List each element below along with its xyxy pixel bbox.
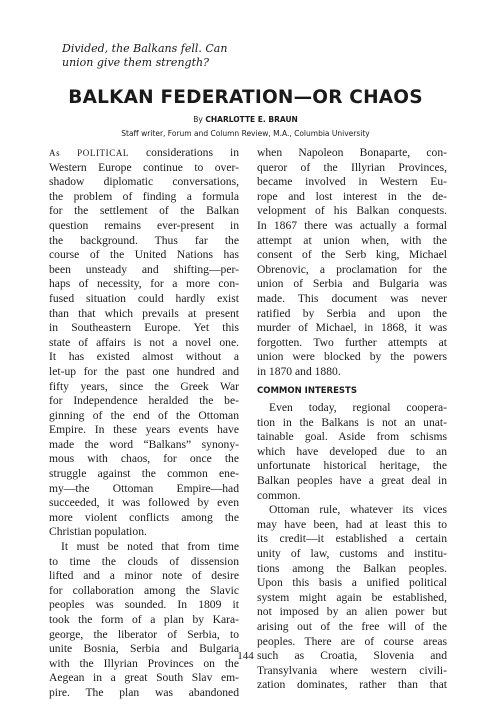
text-line: succeeded, it was followed by even <box>49 496 239 510</box>
text-line: for Independence heralded the be- <box>49 394 239 408</box>
text-line: velopment of his Balkan conquests. <box>257 204 447 218</box>
text-line: in 1870 and 1880. <box>257 364 341 378</box>
text-line: attempt at union when, with the <box>257 233 447 247</box>
text-line: haps of necessity, for a more con- <box>49 277 239 291</box>
text-line: queror of the Illyrian Provinces, <box>257 160 447 174</box>
text-line: when Napoleon Bonaparte, con- <box>257 146 447 159</box>
text-line: peoples. There are of course areas <box>257 634 447 648</box>
text-line: mous with chaos, for once the <box>49 452 239 466</box>
text-line: unfortunate historical heritage, the <box>257 459 447 473</box>
text-line: for collaboration among the Slavic <box>49 583 239 597</box>
text-line: with the Illyrian Provinces on the <box>49 656 239 670</box>
text-line: question remains ever-present in <box>49 218 239 232</box>
text-line: than that which prevails at present <box>49 306 239 320</box>
text-line: arising out of the free will of the <box>257 620 447 633</box>
text-line: Transylvania where western civili- <box>257 663 447 677</box>
text-line: made. This document was never <box>257 291 447 305</box>
text-line: common. <box>257 488 301 502</box>
lead-in-rest: considerations in <box>146 146 239 159</box>
text-line: It has existed almost without a <box>49 350 239 364</box>
text-line: ratified by Serbia and upon the <box>257 306 447 320</box>
text-line: course of the United Nations has <box>49 248 239 262</box>
text-line: let-up for the past one hundred and <box>49 364 239 378</box>
kicker <box>62 42 312 70</box>
text-line: for the settlement of the Balkan <box>49 204 239 218</box>
text-line: its credit—it established a certain <box>257 532 447 546</box>
text-line: Empire. In these years events have <box>49 423 239 437</box>
kicker-line: union give them strength? <box>62 56 209 69</box>
text-line: fused situation could hardly exist <box>49 291 239 305</box>
text-line: my—the Ottoman Empire—had <box>49 481 239 495</box>
text-line: which have developed due to an <box>257 444 447 458</box>
text-line: It must be noted that from time <box>61 540 239 554</box>
text-line: union were blocked by the powers <box>257 350 447 364</box>
text-line: state of affairs is not a novel one. <box>49 335 239 349</box>
text-line: union of Serbia and Bulgaria was <box>257 277 447 291</box>
text-line <box>49 146 239 161</box>
text-line: the background. Thus far the <box>49 233 239 247</box>
text-line: system might again be established, <box>257 590 447 604</box>
text-line: forgotten. Two further attempts at <box>257 335 447 349</box>
text-line: Ottoman rule, whatever its vices <box>269 503 447 517</box>
text-line: Balkan peoples have a great deal in <box>257 474 447 488</box>
text-line: to time the clouds of dissension <box>49 554 239 568</box>
text-line: tainable goal. Aside from schisms <box>257 430 447 444</box>
lead-in-smallcaps: As POLITICAL <box>49 148 130 158</box>
byline <box>0 115 491 124</box>
section-heading: COMMON INTERESTS <box>257 385 357 396</box>
text-line: Aegean in a great South Slav em- <box>49 671 239 685</box>
kicker-line: Divided, the Balkans fell. Can <box>62 42 228 55</box>
text-line: Western Europe continue to over- <box>49 160 239 174</box>
text-line: george, the liberator of Serbia, to <box>49 627 239 641</box>
text-line: pire. The plan was abandoned <box>49 685 239 699</box>
text-line: shadow diplomatic conversations, <box>49 175 239 189</box>
text-line: fifty years, since the Greek War <box>49 379 239 393</box>
text-line: the problem of finding a formula <box>49 189 239 203</box>
text-line: such as Croatia, Slovenia and <box>257 649 447 663</box>
text-line: Christian population. <box>49 525 147 539</box>
text-line: ginning of the end of the Ottoman <box>49 408 239 422</box>
byline-prefix: By <box>193 115 203 124</box>
text-line: unity of law, customs and institu- <box>257 547 447 561</box>
text-line: zation dominates, rather than that <box>257 678 447 692</box>
text-line: may have been, had at least this to <box>257 517 447 531</box>
text-line: became involved in Western Eu- <box>257 175 447 189</box>
page-number: 144 <box>237 650 254 662</box>
text-line: not imposed by an alien power but <box>257 605 447 619</box>
text-line: lifted and a minor note of desire <box>49 569 239 583</box>
text-line: in Southeastern Europe. Yet this <box>49 321 239 335</box>
left-column <box>49 146 239 701</box>
text-line: murder of Michael, in 1868, it was <box>257 321 447 335</box>
text-line: Obrenovic, a proclamation for the <box>257 262 447 276</box>
text-line: unite Bosnia, Serbia and Bulgaria <box>49 642 239 656</box>
text-line: consent of the Serb king, Michael <box>257 248 447 262</box>
text-line: peoples was sounded. In 1809 it <box>49 598 239 612</box>
text-line: more violent conflicts among the <box>49 510 239 524</box>
author-affiliation: Staff writer, Forum and Column Review, M.A., Columbia University <box>121 129 370 138</box>
right-column <box>257 146 447 693</box>
text-line: been unsteady and shifting—per- <box>49 262 239 276</box>
text-line: took the form of a plan by Kara- <box>49 613 239 626</box>
text-line: tions among the Balkan peoples. <box>257 561 447 575</box>
text-line: made the word “Balkans” synony- <box>49 437 239 451</box>
text-line: Upon this basis a unified political <box>257 576 447 590</box>
text-line: In 1867 there was actually a formal <box>257 218 447 232</box>
author-name: CHARLOTTE E. BRAUN <box>205 115 298 124</box>
article-title: BALKAN FEDERATION—OR CHAOS <box>68 87 423 108</box>
text-line: struggle against the common ene- <box>49 467 239 481</box>
text-line: tion in the Balkans is not an unat- <box>257 415 447 429</box>
text-line: Even today, regional coopera- <box>269 401 447 415</box>
text-line: rope and lost interest in the de- <box>257 189 447 203</box>
